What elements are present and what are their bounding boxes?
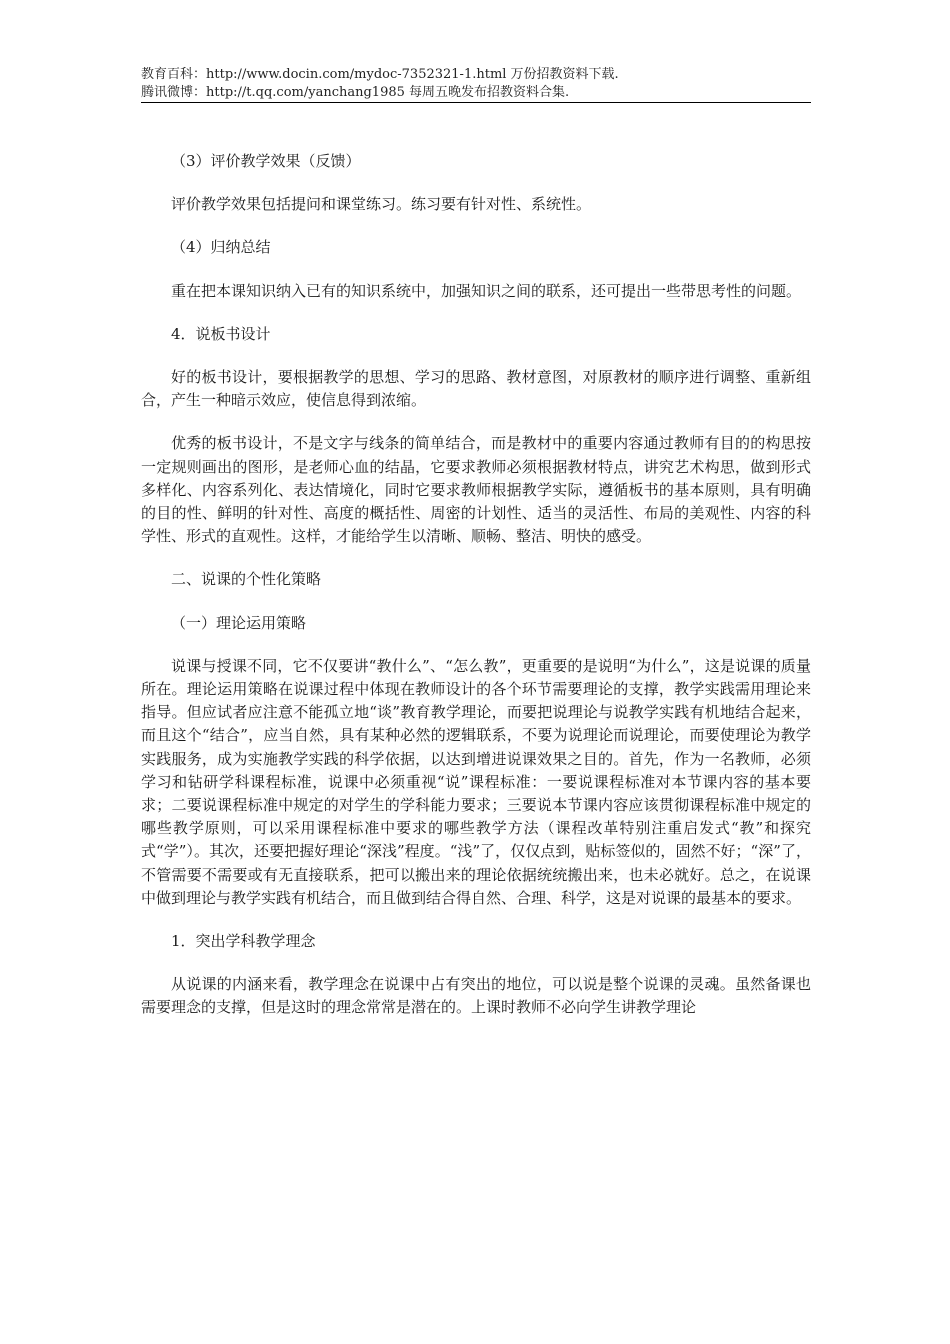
heading-summary: （4）归纳总结	[171, 238, 271, 257]
header-divider	[141, 102, 811, 103]
paragraph-board-design-2: 优秀的板书设计，不是文字与线条的简单结合，而是教材中的重要内容通过教师有目的的构思按一定规则画出的图形，是老师心血的结晶，它要求教师必须根据教材特点，讲究艺术构思，做到形式多样化、内容系列化、表达情境化，同时它要求教师根据教学实际，遵循板书的基本原则，具有明确的目的性、鲜明的针对性、高度的概括性、周密的计划性、适当的灵活性、布局的美观性、内容的科学性、形式的直观性。这样，才能给学生以清晰、顺畅、整洁、明快的感受。	[141, 434, 811, 546]
page-header	[141, 66, 811, 102]
header-line-weibo: 腾讯微博：http://t.qq.com/yanchang1985 每周五晚发布招教资料合集.	[141, 85, 570, 100]
heading-theory-strategy: （一）理论运用策略	[171, 613, 307, 632]
paragraph-teaching-concept: 从说课的内涵来看，教学理念在说课中占有突出的地位，可以说是整个说课的灵魂。虽然备课也需要理念的支撑，但是这时的理念常常是潜在的。上课时教师不必向学生讲教学理论	[141, 975, 811, 1017]
header-line-docin: 教育百科：http://www.docin.com/mydoc-7352321-1.html 万份招教资料下载.	[141, 67, 619, 82]
heading-personalized-strategy: 二、说课的个性化策略	[171, 570, 322, 589]
document-body	[141, 150, 811, 1040]
paragraph-board-design-1: 好的板书设计，要根据教学的思想、学习的思路、教材意图，对原教材的顺序进行调整、重新组合，产生一种暗示效应，使信息得到浓缩。	[141, 368, 811, 410]
paragraph-evaluate-effect: 评价教学效果包括提问和课堂练习。练习要有针对性、系统性。	[171, 195, 592, 214]
paragraph-theory-strategy: 说课与授课不同，它不仅要讲“教什么”、“怎么教”，更重要的是说明“为什么”，这是说课的质量所在。理论运用策略在说课过程中体现在教师设计的各个环节需要理论的支撑，教学实践需用理论来指导。但应试者应注意不能孤立地“谈”教育教学理论，而要把说理论与说教学实践有机地结合起来，而且这个“结合”，应当自然，具有某种必然的逻辑联系，不要为说理论而说理论，而要使理论为教学实践服务，成为实施教学实践的科学依据，以达到增进说课效果之目的。首先，作为一名教师，必须学习和钻研学科课程标准，说课中必须重视“说”课程标准：一要说课程标准对本节课内容的基本要求；二要说课程标准中规定的对学生的学科能力要求；三要说本节课内容应该贯彻课程标准中规定的哪些教学原则，可以采用课程标准中要求的哪些教学方法（课程改革特别注重启发式“教”和探究式“学”）。其次，还要把握好理论“深浅”程度。“浅”了，仅仅点到，贴标签似的，固然不好；“深”了，不管需要不需要或有无直接联系，把可以搬出来的理论依据统统搬出来，也未必就好。总之，在说课中做到理论与教学实践有机结合，而且做到结合得自然、合理、科学，这是对说课的最基本的要求。	[141, 656, 811, 907]
heading-board-design: 4．说板书设计	[171, 324, 271, 343]
heading-evaluate-effect: （3）评价教学效果（反馈）	[171, 152, 361, 170]
paragraph-summary: 重在把本课知识纳入已有的知识系统中，加强知识之间的联系，还可提出一些带思考性的问题。	[171, 281, 802, 300]
heading-teaching-concept: 1．突出学科教学理念	[171, 932, 316, 951]
